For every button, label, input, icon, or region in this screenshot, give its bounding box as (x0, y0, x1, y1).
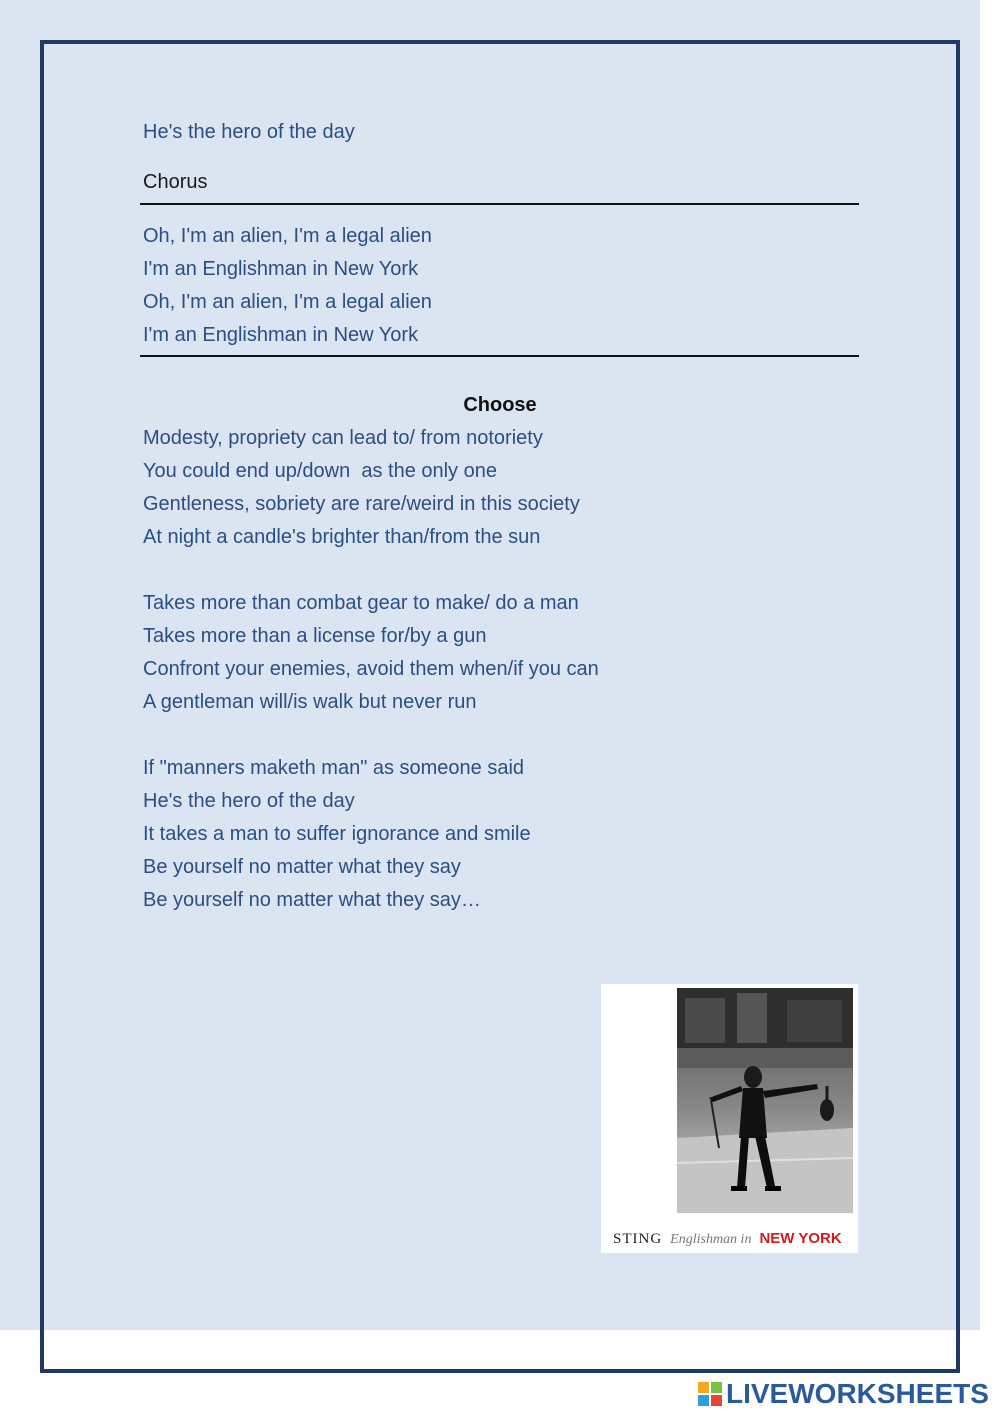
man-with-violin-illustration (677, 988, 853, 1213)
chorus-line: I'm an Englishman in New York (143, 258, 419, 280)
verse-line: Gentleness, sobriety are rare/weird in this society (143, 493, 580, 515)
chorus-top-rule (140, 203, 859, 205)
liveworksheets-wordmark: LIVEWORKSHEETS (726, 1378, 989, 1409)
chorus-bottom-rule (140, 355, 859, 357)
verse-line: Modesty, propriety can lead to/ from notoriety (143, 427, 543, 449)
verse-line: It takes a man to suffer ignorance and smile (143, 823, 531, 845)
album-city: NEW YORK (759, 1230, 842, 1247)
chorus-line: Oh, I'm an alien, I'm a legal alien (143, 291, 432, 313)
album-title: Englishman in (670, 1232, 752, 1247)
chorus-lyrics (143, 220, 432, 352)
verse-line: Takes more than a license for/by a gun (143, 625, 487, 647)
verse-line: He's the hero of the day (143, 790, 355, 812)
verse-line: Be yourself no matter what they say… (143, 889, 481, 911)
intro-lyric-line: He's the hero of the day (143, 121, 355, 143)
liveworksheets-watermark (698, 1378, 989, 1410)
verse-2 (143, 587, 599, 719)
verse-3 (143, 752, 531, 917)
verse-line: At night a candle's brighter than/from the sun (143, 526, 541, 548)
verse-line: If "manners maketh man" as someone said (143, 757, 525, 779)
album-photo (677, 988, 853, 1213)
album-artist: STING (613, 1231, 663, 1247)
verse-line: Be yourself no matter what they say (143, 856, 461, 878)
chorus-line: I'm an Englishman in New York (143, 324, 419, 346)
liveworksheets-logo-icon (698, 1382, 722, 1406)
choose-heading: Choose (463, 394, 537, 416)
chorus-line: Oh, I'm an alien, I'm a legal alien (143, 225, 432, 247)
verse-1 (143, 422, 580, 554)
album-cover (601, 984, 858, 1253)
verse-line: Takes more than combat gear to make/ do a man (143, 592, 579, 614)
verse-line: You could end up/down as the only one (143, 460, 497, 482)
chorus-heading: Chorus (143, 171, 208, 193)
verse-line: Confront your enemies, avoid them when/if you can (143, 658, 599, 680)
album-caption (613, 1230, 853, 1250)
verse-line: A gentleman will/is walk but never run (143, 691, 477, 713)
